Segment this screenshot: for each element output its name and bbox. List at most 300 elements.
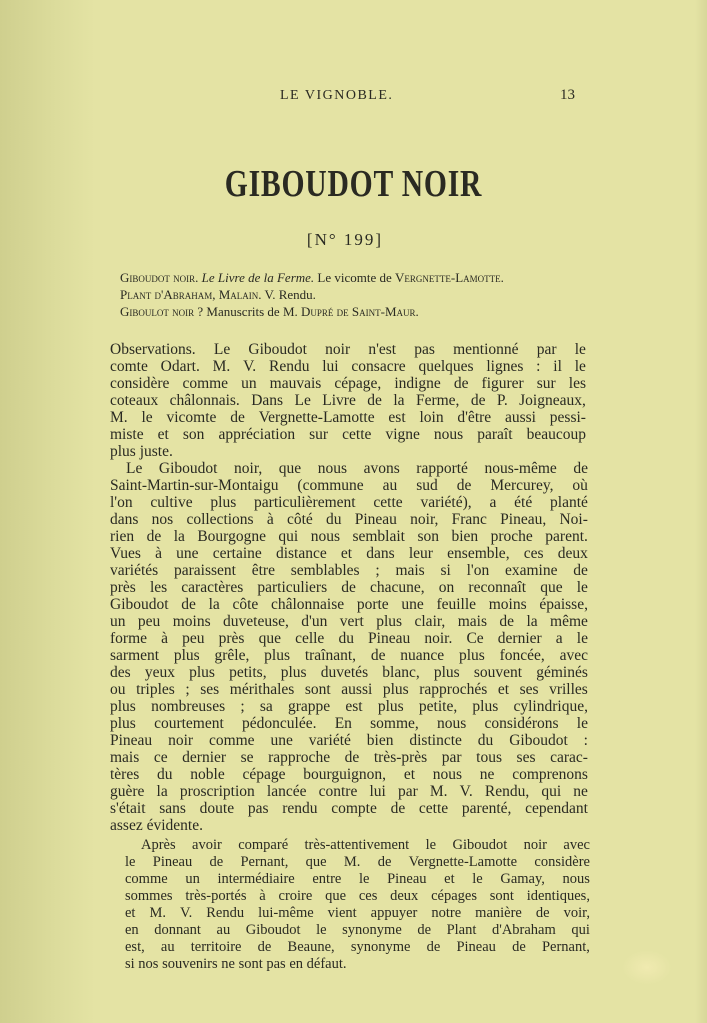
word: un	[185, 871, 200, 887]
word: plus	[382, 681, 409, 698]
word: grappe	[288, 698, 331, 715]
word: somme,	[370, 715, 419, 732]
word: Joigneaux,	[519, 392, 586, 409]
word: être	[251, 562, 275, 579]
word: parent.	[545, 528, 588, 545]
word: qui	[541, 783, 562, 800]
word: de	[370, 647, 386, 664]
word: près	[218, 630, 245, 647]
word: Mercurey,	[490, 477, 554, 494]
word: que	[278, 460, 302, 477]
word: une	[270, 732, 293, 749]
word: à	[259, 888, 266, 904]
word: bien	[451, 528, 479, 545]
word: nos	[151, 511, 174, 528]
word: nuance	[400, 647, 445, 664]
word: quelques	[418, 358, 474, 375]
word: par	[397, 783, 418, 800]
word: indigne	[394, 375, 441, 392]
word: un	[110, 613, 126, 630]
word: identiques,	[526, 888, 590, 904]
text-line	[110, 681, 588, 698]
word: Livre	[322, 392, 356, 409]
word: ensemble,	[447, 545, 510, 562]
word: certaine	[212, 545, 262, 562]
word: Observations.	[110, 341, 196, 358]
text-line	[110, 358, 586, 375]
word: Giboudot	[245, 922, 301, 938]
word: une	[401, 596, 424, 613]
word: géminés	[536, 664, 588, 681]
word: au	[216, 922, 231, 938]
word: variété	[308, 732, 351, 749]
word: mais	[395, 562, 425, 579]
word: que	[305, 854, 327, 870]
page-number: 13	[560, 87, 575, 103]
word: près	[110, 579, 136, 596]
word: de	[257, 939, 272, 955]
word: de	[390, 800, 406, 817]
word: de	[535, 905, 550, 921]
word: de	[181, 596, 196, 613]
word: comprenons	[512, 766, 588, 783]
word: M.	[212, 358, 231, 375]
text-line	[125, 939, 590, 956]
word: Pernant,	[240, 854, 289, 870]
text-line	[110, 596, 588, 613]
word: noir	[325, 341, 351, 358]
word: côte	[232, 596, 259, 613]
word: mauvais	[269, 375, 322, 392]
word: :	[536, 358, 541, 375]
word: traînant,	[304, 647, 357, 664]
word: en	[125, 922, 139, 938]
page-gutter-shadow	[0, 0, 95, 1023]
text-line-content: assez évidente.	[110, 817, 203, 834]
word: s'était	[110, 800, 146, 817]
word: de	[426, 939, 441, 955]
word: plus	[264, 647, 291, 664]
word: proche	[490, 528, 533, 545]
text-line	[110, 698, 588, 715]
text-line	[125, 956, 590, 973]
word: pas	[247, 800, 269, 817]
word: noir	[523, 837, 547, 853]
word: cépages	[431, 888, 477, 904]
word: nous	[433, 426, 464, 443]
word: des	[110, 664, 131, 681]
word: a	[555, 630, 563, 647]
word: peu	[182, 630, 205, 647]
word: nous	[310, 528, 340, 545]
word: de	[499, 613, 515, 630]
word: avoir	[192, 837, 222, 853]
text-line	[110, 647, 588, 664]
word: proscription	[179, 783, 255, 800]
word: et	[497, 681, 510, 698]
word: considère	[534, 854, 590, 870]
text-line	[110, 562, 588, 579]
word: que	[258, 630, 281, 647]
word: examine	[504, 562, 558, 579]
synonym-line: Giboulot noir ? Manuscrits de M. Dupré de Saint-Maur.	[120, 304, 419, 319]
word: sommes	[125, 888, 173, 904]
text-line	[125, 837, 590, 854]
word: Ce	[466, 630, 484, 647]
word: Rendu	[206, 905, 245, 921]
word: lui-même	[258, 905, 314, 921]
word: comme	[125, 871, 168, 887]
word: moins	[488, 596, 527, 613]
word: est	[345, 698, 363, 715]
word: de	[230, 409, 245, 426]
text-line	[110, 528, 588, 545]
word: Noi-	[559, 511, 588, 528]
word: considérons	[484, 715, 559, 732]
synonyms-list	[120, 269, 504, 320]
word: plus	[376, 613, 403, 630]
word: les	[568, 375, 586, 392]
word: considère	[110, 375, 170, 392]
page-title: GIBOUDOT NOIR	[224, 163, 483, 205]
word: vert	[339, 613, 364, 630]
word: dernier	[182, 749, 227, 766]
word: entre	[312, 871, 342, 887]
word: consacre	[351, 358, 406, 375]
word: figurer	[481, 375, 524, 392]
word: Après	[141, 837, 176, 853]
word: le	[574, 341, 586, 358]
word: la	[526, 613, 538, 630]
word: miste	[110, 426, 144, 443]
word: celle	[295, 630, 325, 647]
word: une	[176, 545, 199, 562]
word: et	[444, 871, 455, 887]
text-line	[110, 664, 588, 681]
word: nous	[317, 460, 348, 477]
word: M.	[429, 783, 448, 800]
word: son	[417, 528, 440, 545]
word: synonyme	[342, 922, 402, 938]
word: Giboudot	[110, 596, 169, 613]
word: foncée,	[499, 647, 545, 664]
word: courtement	[154, 715, 224, 732]
word: manière	[475, 905, 522, 921]
word: à	[266, 511, 274, 528]
word: particuliers	[257, 579, 328, 596]
paragraph-comparison	[110, 460, 588, 834]
word: leur	[408, 545, 433, 562]
word: porte	[356, 596, 389, 613]
word: plus	[377, 698, 404, 715]
word: ses	[516, 749, 536, 766]
text-line	[110, 800, 588, 817]
word: rien	[110, 528, 135, 545]
word: donnant	[154, 922, 201, 938]
word: tères	[110, 766, 140, 783]
word: par	[536, 341, 557, 358]
word: feuille	[436, 596, 477, 613]
word: de	[209, 854, 224, 870]
word: Saint-Martin-sur-Montaigu	[110, 477, 279, 494]
text-line	[125, 854, 590, 871]
word: M.	[149, 905, 166, 921]
word: distance	[275, 545, 327, 562]
word: parenté,	[461, 800, 512, 817]
word: châlonnais.	[169, 392, 240, 409]
word: voir,	[563, 905, 590, 921]
word: M.	[343, 854, 361, 870]
word: mais	[457, 613, 487, 630]
word: Le	[126, 460, 143, 477]
word: rapproche	[268, 749, 331, 766]
word: ces	[358, 888, 378, 904]
word: le	[576, 715, 588, 732]
word: beaucoup	[526, 426, 586, 443]
word: de	[344, 749, 360, 766]
word: cette	[342, 426, 372, 443]
text-line	[110, 545, 588, 562]
word: et	[125, 905, 136, 921]
word: que	[540, 579, 563, 596]
word: plus	[110, 715, 136, 732]
word: si	[440, 562, 451, 579]
word: de	[512, 939, 526, 955]
word: coteaux	[110, 392, 159, 409]
word: semblables	[290, 562, 360, 579]
text-line	[125, 922, 590, 939]
text-line	[125, 871, 590, 888]
word: variétés	[110, 562, 159, 579]
word: été	[514, 494, 533, 511]
word: M.	[110, 409, 128, 426]
word: bien	[366, 732, 394, 749]
word: V.	[243, 358, 257, 375]
word: distincte	[409, 732, 462, 749]
word: blanc,	[382, 664, 420, 681]
word: a	[489, 494, 497, 511]
text-line	[110, 511, 588, 528]
paragraph-conclusion	[125, 837, 590, 973]
word: croire	[278, 888, 313, 904]
word: cette	[373, 494, 403, 511]
word: doute	[199, 800, 235, 817]
word: rapporté	[416, 460, 468, 477]
word: de	[146, 528, 162, 545]
word: Giboudot	[509, 732, 568, 749]
word: compte	[331, 800, 377, 817]
word: guère	[110, 783, 145, 800]
word: lui	[369, 783, 386, 800]
word: bourguignon,	[303, 766, 387, 783]
word: ;	[185, 681, 190, 698]
word: variété),	[420, 494, 472, 511]
word: lancée	[266, 783, 307, 800]
word: noble	[190, 766, 225, 783]
word: paraît	[477, 426, 513, 443]
word: Pineau	[456, 939, 496, 955]
word: nous-même	[484, 460, 557, 477]
word: sur	[536, 375, 556, 392]
word: la	[208, 596, 220, 613]
text-line	[110, 494, 588, 511]
word: Giboudot	[452, 837, 508, 853]
entry-number: [N° 199]	[306, 230, 384, 249]
word: du	[157, 766, 173, 783]
word: territoire	[190, 939, 242, 955]
word: cépage	[242, 766, 286, 783]
word: loin	[419, 409, 444, 426]
word: Le	[294, 392, 311, 409]
word: l'on	[110, 494, 133, 511]
word: reconnaît	[468, 579, 527, 596]
word: paraissent	[173, 562, 236, 579]
word: noir,	[410, 511, 439, 528]
word: contre	[318, 783, 358, 800]
word: Vues	[110, 545, 141, 562]
word: grêle,	[214, 647, 250, 664]
word: du	[477, 732, 494, 749]
word: sur	[309, 426, 329, 443]
word: et	[157, 426, 169, 443]
word: ce	[153, 749, 168, 766]
word: Rendu	[268, 358, 310, 375]
word: Pineau	[354, 511, 397, 528]
word: au	[382, 477, 398, 494]
word: de	[341, 579, 356, 596]
word: dernier	[497, 630, 542, 647]
word: noir,	[234, 460, 263, 477]
paragraph-observations	[110, 341, 586, 460]
word: nous	[437, 715, 467, 732]
word: plus	[189, 664, 215, 681]
word: V.	[180, 905, 193, 921]
word: Giboudot	[248, 341, 307, 358]
word: au	[160, 939, 175, 955]
text-line-content: plus juste.	[110, 443, 173, 460]
text-line	[110, 409, 586, 426]
word: duvetés	[320, 664, 369, 681]
word: plus	[458, 647, 485, 664]
word: dans	[110, 511, 139, 528]
word: ;	[375, 562, 380, 579]
word: de	[456, 477, 472, 494]
word: cette	[418, 800, 449, 817]
word: mais	[110, 749, 140, 766]
word: Pineau,	[500, 511, 547, 528]
word: Plant	[446, 922, 477, 938]
word: le	[316, 922, 327, 938]
word: collections	[186, 511, 254, 528]
text-line	[110, 341, 586, 358]
word: forme	[110, 630, 148, 647]
word: épaisse,	[539, 596, 588, 613]
running-head: LE VIGNOBLE.	[280, 88, 394, 103]
word: dans	[366, 545, 395, 562]
word: ces	[523, 545, 544, 562]
word: noir	[168, 732, 194, 749]
word: nous	[432, 766, 463, 783]
word: avons	[363, 460, 400, 477]
word: petits,	[229, 664, 267, 681]
word: la	[173, 528, 185, 545]
word: qui	[571, 922, 590, 938]
word: sans	[159, 800, 186, 817]
word: ne	[573, 783, 588, 800]
word: duveteuse,	[223, 613, 289, 630]
synonym-line: Giboudot noir. Le Livre de la Ferme. Le vicomte de Vergnette-Lamotte.	[120, 270, 504, 285]
word: châlonnaise	[270, 596, 345, 613]
text-line	[110, 732, 588, 749]
word: Pineau	[152, 854, 193, 870]
word: très-attentivement	[304, 837, 410, 853]
text-line	[125, 888, 590, 905]
word: yeux	[144, 664, 175, 681]
word: appréciation	[218, 426, 296, 443]
word: deux	[390, 888, 419, 904]
word: Pineau	[368, 630, 411, 647]
word: notre	[431, 905, 462, 921]
word: le	[472, 871, 483, 887]
word: peu	[137, 613, 161, 630]
word: moins	[172, 613, 211, 630]
word: et	[403, 766, 415, 783]
word: du	[326, 511, 342, 528]
word: sarment	[110, 647, 160, 664]
word: et	[340, 545, 353, 562]
word: la	[156, 783, 168, 800]
word: Dans	[251, 392, 284, 409]
text-line	[110, 579, 588, 596]
word: avec	[559, 647, 588, 664]
text-line	[110, 630, 588, 647]
synonym-line: Plant d'Abraham, Malain. V. Rendu.	[120, 287, 316, 302]
word: le	[141, 409, 153, 426]
word: se	[240, 749, 254, 766]
word: carac-	[550, 749, 588, 766]
word: d'Abraham	[491, 922, 556, 938]
word: V.	[459, 783, 473, 800]
word: Giboudot	[158, 460, 218, 477]
word: ou	[110, 681, 126, 698]
word: nombreuses	[151, 698, 226, 715]
word: appuyer	[370, 905, 418, 921]
word: caractères	[181, 579, 244, 596]
word: lui	[322, 358, 339, 375]
word: la	[393, 392, 405, 409]
text-line	[110, 426, 586, 443]
word: le	[358, 871, 370, 887]
text-line	[110, 766, 588, 783]
text-line-content: si nos souvenirs ne sont pas en défaut.	[125, 956, 347, 972]
word: qui	[278, 528, 299, 545]
word: même	[550, 613, 588, 630]
word: que	[325, 888, 347, 904]
word: Bourgogne	[197, 528, 266, 545]
word: Odart.	[160, 358, 200, 375]
word: sont	[489, 888, 514, 904]
word: Ferme,	[415, 392, 460, 409]
word: pessi-	[549, 409, 586, 426]
word: chacune,	[370, 579, 425, 596]
word: du	[338, 630, 354, 647]
page-stain	[622, 950, 672, 985]
word: Vergnette-Lamotte	[408, 854, 518, 870]
word: souvent	[473, 664, 523, 681]
text-line	[110, 392, 586, 409]
word: plus	[280, 664, 307, 681]
word: on	[438, 579, 455, 596]
